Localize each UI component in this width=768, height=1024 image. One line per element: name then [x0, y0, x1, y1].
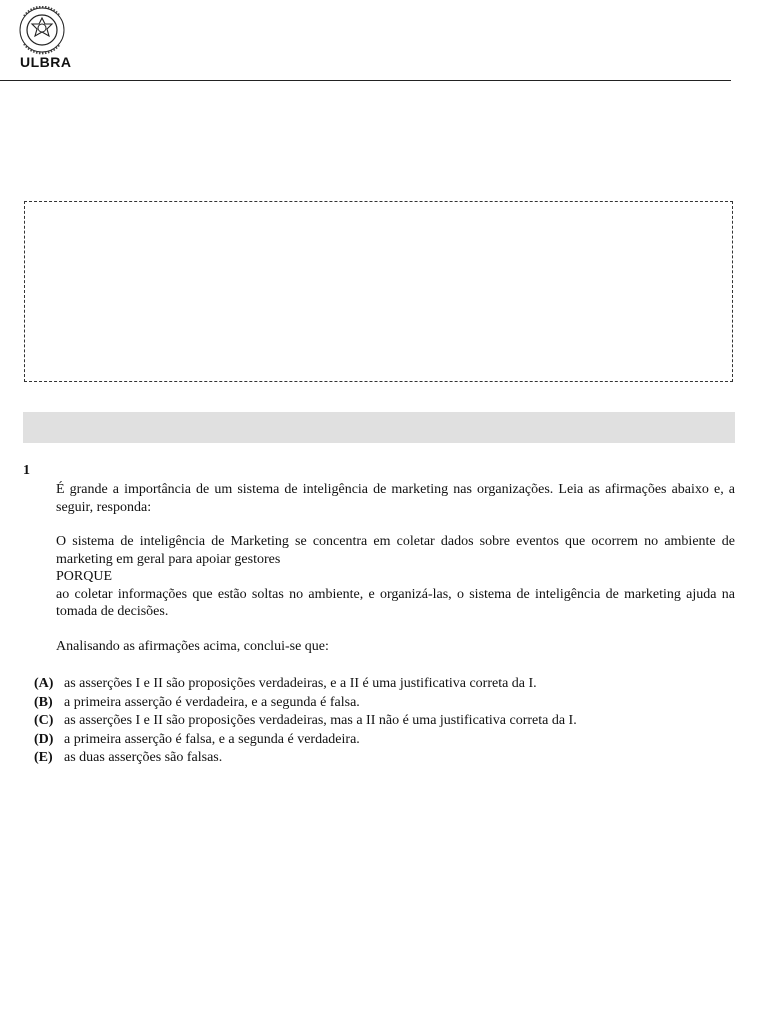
option-text: as asserções I e II são proposições verdadeiras, mas a II não é uma justificativa correta da I.	[64, 713, 577, 728]
assertion-2: ao coletar informações que estão soltas no ambiente, e organizá-las, o sistema de inteligência de marketing ajuda na tomada de decisões.	[56, 586, 735, 619]
option-a[interactable]	[34, 675, 734, 694]
answer-box	[24, 201, 733, 382]
question-prompt: Analisando as afirmações acima, conclui-se que:	[56, 638, 329, 654]
connector-porque: PORQUE	[56, 569, 113, 584]
option-letter: (B)	[34, 694, 53, 710]
option-b[interactable]	[34, 694, 734, 713]
question-body	[52, 481, 735, 655]
option-text: a primeira asserção é verdadeira, e a segunda é falsa.	[64, 694, 360, 710]
assertion-1: O sistema de inteligência de Marketing se concentra em coletar dados sobre eventos que ocorrem no ambiente de marketing em geral para apoiar gestores	[56, 534, 735, 567]
option-text: as duas asserções são falsas.	[64, 750, 223, 765]
option-text: a primeira asserção é falsa, e a segunda é verdadeira.	[64, 731, 360, 747]
option-text: as asserções I e II são proposições verdadeiras, e a II é uma justificativa correta da I.	[64, 676, 537, 691]
logo-text: ULBRA	[20, 54, 72, 70]
option-e[interactable]	[34, 749, 734, 768]
option-letter: (C)	[34, 713, 54, 728]
answer-options	[34, 675, 734, 768]
option-c[interactable]	[34, 712, 734, 731]
question-intro: É grande a importância de um sistema de inteligência de marketing nas organizações. Leia as afirmações abaixo e, a seguir, responda:	[56, 482, 735, 515]
question-number: 1	[23, 463, 30, 478]
option-d[interactable]	[34, 731, 734, 750]
header-divider	[0, 80, 731, 81]
page-header	[0, 0, 768, 82]
option-letter: (D)	[34, 731, 54, 747]
option-letter: (A)	[34, 676, 54, 691]
option-letter: (E)	[34, 750, 53, 765]
section-bar	[23, 412, 735, 443]
